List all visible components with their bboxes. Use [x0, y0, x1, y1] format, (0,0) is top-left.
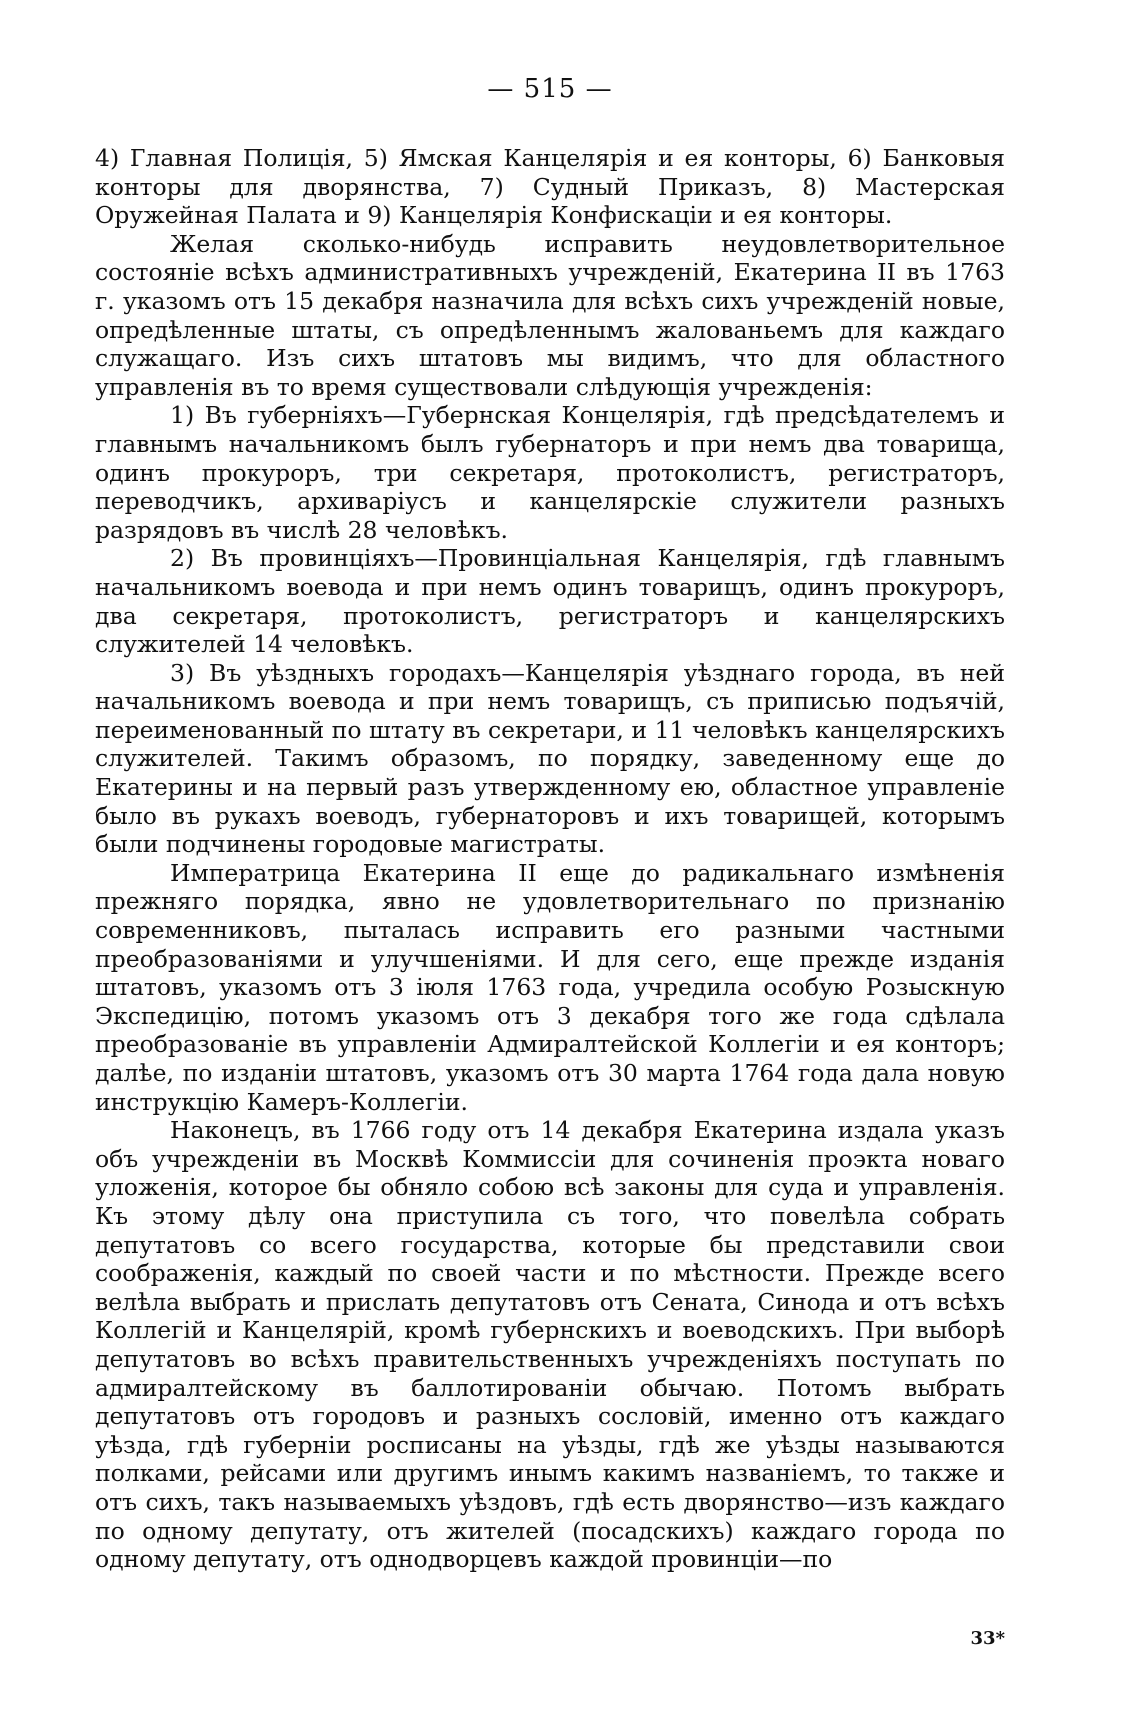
paragraph-1763-staffing: Желая сколько-нибудь исправить неудовлетворительное состояніе всѣхъ административныхъ учрежденій, Екатерина II въ 1763 г. указомъ отъ 15 декабря назначила для всѣхъ сихъ учрежденій новые, опредѣленные штаты, съ опредѣленнымъ жалованьемъ для каждаго служащаго. Изъ сихъ штатовъ мы видимъ, что для областного управленія въ то время существовали слѣдующія учрежденія:: [95, 229, 1005, 401]
printer-signature-mark: 33*: [970, 1628, 1005, 1649]
paragraph-uyezd-chancery: 3) Въ уѣздныхъ городахъ—Канцелярія уѣзднаго города, въ ней начальникомъ воевода и при немъ товарищъ, съ приписью подъячій, переименованный по штату въ секретари, и 11 человѣкъ канцелярскихъ служителей. Такимъ образомъ, по порядку, заведенному еще до Екатерины и на первый разъ утвержденному ею, областное управленіе было въ рукахъ воеводъ, губернаторовъ и ихъ товарищей, которымъ были подчинены городовые магистраты.: [95, 658, 1005, 859]
paragraph-province-chancery: 2) Въ провинціяхъ—Провинціальная Канцелярія, гдѣ главнымъ начальникомъ воевода и при немъ одинъ товарищъ, одинъ прокуроръ, два секретаря, протоколистъ, регистраторъ и канцелярскихъ служителей 14 человѣкъ.: [95, 544, 1005, 659]
page-number: — 515 —: [487, 74, 613, 104]
paragraph-1766-commission: Наконецъ, въ 1766 году отъ 14 декабря Екатерина издала указъ объ учрежденіи въ Москвѣ Коммиссіи для сочиненія проэкта новаго уложенія, которое бы обняло собою всѣ законы для суда и управленія. Къ этому дѣлу она приступила съ того, что повелѣла собрать депутатовъ со всего государства, которые бы представили свои соображенія, каждый по своей части и по мѣстности. Прежде всего велѣла выбрать и прислать депутатовъ отъ Сената, Синода и отъ всѣхъ Коллегій и Канцелярій, кромѣ губернскихъ и воеводскихъ. При выборѣ депутатовъ во всѣхъ правительственныхъ учрежденіяхъ поступать по адмиралтейскому въ баллотированіи обычаю. Потомъ выбрать депутатовъ отъ городовъ и разныхъ сословій, именно отъ каждаго уѣзда, гдѣ губерніи росписаны на уѣзды, гдѣ же уѣзды называются полками, рейсами или другимъ инымъ какимъ названіемъ, то также и отъ сихъ, такъ называемыхъ уѣздовъ, гдѣ есть дворянство—изъ каждаго по одному депутату, отъ жителей (посадскихъ) каждаго города по одному депутату, отъ однодворцевъ каждой провинціи—по: [95, 1116, 1005, 1574]
paragraph-gubernia-chancery: 1) Въ губерніяхъ—Губернская Концелярія, гдѣ предсѣдателемъ и главнымъ начальникомъ былъ губернаторъ и при немъ два товарища, одинъ прокуроръ, три секретаря, протоколистъ, регистраторъ, переводчикъ, архиваріусъ и канцелярскіе служители разныхъ разрядовъ въ числѣ 28 человѣкъ.: [95, 401, 1005, 544]
paragraph-catherine-reforms: Императрица Екатерина II еще до радикальнаго измѣненія прежняго порядка, явно не удовлетворительнаго по признанію современниковъ, пыталась исправить его разными частными преобразованіями и улучшеніями. И для сего, еще прежде изданія штатовъ, указомъ отъ 3 іюля 1763 года, учредила особую Розыскную Экспедицію, потомъ указомъ отъ 3 декабря того же года сдѣлала преобразованіе въ управленіи Адмиралтейской Коллегіи и ея конторъ; далѣе, по изданіи штатовъ, указомъ отъ 30 марта 1764 года дала новую инструкцію Камеръ-Коллегіи.: [95, 858, 1005, 1116]
paragraph-institutions-list: 4) Главная Полиція, 5) Ямская Канцелярія и ея конторы, 6) Банковыя конторы для дворянства, 7) Судный Приказъ, 8) Мастерская Оружейная Палата и 9) Канцелярія Конфискаціи и ея конторы.: [95, 144, 1005, 230]
book-page: [95, 60, 1005, 1680]
